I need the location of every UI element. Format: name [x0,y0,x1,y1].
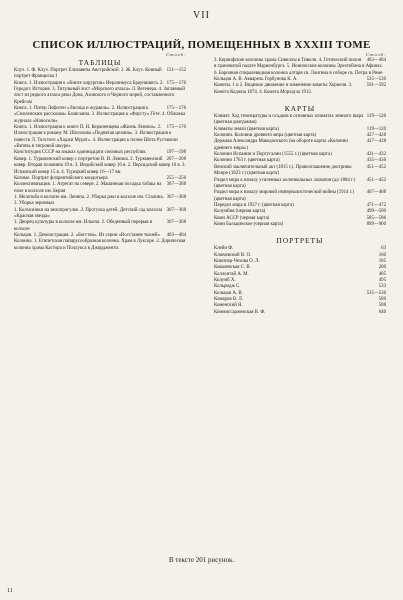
column-number: 495 [378,277,386,283]
list-item [14,68,186,81]
entry-text: Кольцов. 1. Демонстрация. 2. «Бегство». Из серии «Восстание ткачей» [14,232,160,238]
list-item [214,83,386,96]
column-number: 367—368 [166,207,186,213]
column-number: 119—120 [366,126,386,132]
entry-text: Книга. 1. Иллюстрация к «Книге хирургии» Иеронимуса Брауншвига. 2. Геродот. История. 3. Титульный лист «Морского атласа» Л. Вегенера. 4. Заглавный лист из редкого атласа реки Дона, Азовского и Черного морей, составленного Крейсом [14,80,185,105]
entry-text: 3. Коринфские колонны храма Сивиллы в Тиволи. 4. Готический пилон в грановитой палате Мариенбурга. 5. Ионические колонны Эрехтейона в Афинах. 6. Барочная спиралевидная колонна алтаря св. Лонгина в соборе св. Петра в Риме [214,58,384,76]
entry-text: Передел мира в 1937 г. (цветная карта) [214,202,294,208]
left-column [14,52,186,252]
entry-text: Книга. 1. Питер Лофотен «Лисица и журавль». 2. Иллюстрация к «Смоленским рассказам» Баляскина. 3. Иллюстрация к «Фаусту» Гёте. 4. Обложка журнала «Новосели» [14,106,186,124]
list-item [14,208,186,221]
column-number: 427—428 [366,139,386,145]
entry-text: Колумб X. [214,277,236,283]
list-item [214,178,386,191]
column-number: 451—452 [366,177,386,183]
column-number: 533 [378,284,386,290]
list-item [214,310,386,316]
entry-text: Ковалевская С. В. [214,265,251,271]
column-number: 431—432 [366,152,386,158]
column-number: 499—500 [366,209,386,215]
entry-text: Коми Бальцинское (черная карта) [214,221,284,227]
column-number: 427—428 [366,133,386,139]
list-item [214,222,386,228]
column-number: 483—484 [366,58,386,63]
entry-text: Клуэ. 1. Ф. Клуэ. Портрет Елизаветы Австрийской. 2. Ж. Клуэ. Конный портрет Франциска I [14,68,162,80]
column-number: 588 [378,303,386,309]
figure-count-note: В тексте 201 рисунок. [168,556,235,564]
page-number: VII [193,10,210,21]
entry-text: Держава Александра Македонского (на обороте карты «Колонии древнего мира») [214,139,348,151]
entry-text: Колонии. Колонии древнего мира (цветная карта) [214,133,317,139]
entry-text: Колумбия (черная карта) [214,209,266,215]
column-number: 160 [378,252,386,258]
entry-text: Коллонтай А. М. [214,271,249,277]
page-title: СПИСОК ИЛЛЮСТРАЦИЙ, ПОМЕЩЕННЫХ В XXXIII ТОМЕ [32,39,371,51]
right-column [214,52,386,316]
entry-text: Климаты земли (цветная карта) [214,126,279,132]
entry-text: Коммиссаржевская В. Ф. [214,309,266,315]
entry-text: Раздел мира к началу мировой империалистической войны (1914 г.) (цветная карта) [214,190,354,202]
column-number: 591—592 [366,83,386,89]
column-number: 580 [378,297,386,302]
column-number: 175—176 [166,80,186,86]
entry-text: Раздел мира к началу усиленных колониальных захватов (до 1884 г.) (цветная карта) [214,177,356,189]
column-number: 185 [378,258,386,264]
list-item [14,195,186,208]
entry-text: 1. Колхозники на велопрогулке. 2. Прогулка детей. Детский сад колхоза «Красная звезда» [14,207,163,219]
list-item [14,125,186,150]
list-item [14,81,186,106]
entry-text: Конституция СССР на языках одиннадцати союзных республик [14,150,146,156]
entry-text: 1. Дворец культуры в колхозе им. Ильича. 2. Обеденный перерыв в колхозе [14,220,153,232]
entry-text: Кольцов А. В. [214,290,243,296]
maps-list [214,114,386,228]
entry-text: Книппер-Чехова О. Л. [214,258,260,264]
entry-text: Комаров В. Л. [214,297,243,302]
column-number: 405 [378,271,386,277]
entry-text: Колонна. 1. Египетская папирусообразная колонна. Храм в Луксоре. 2. Дорическая колонна храма Кастора и Поллукса в Джирдженти. [14,239,186,251]
column-number: 207—208 [166,156,186,162]
entry-text: Коллективизация. 1. Агрегат на севере. 2. Машинная посадка табака на поле в колхозе им. Берия [14,182,162,194]
list-item [14,157,186,176]
entry-text: Колонии Испании и Португалии (1555 г.) (цветная карта) [214,152,332,158]
list-item [214,58,386,77]
portraits-heading: ПОРТРЕТЫ [276,236,324,246]
entry-text: Ковер. 1. Туркменский ковер с портретом В. И. Ленина. 2. Туркменский ковер. Вторая половина 19 в. 3. Индийский ковер 16 в. 2. Персидский ковер 16 в. 3. Испанский ковер 15 в. 4. Турецкий ковер 16—17 вв. [14,156,186,175]
entry-text: Кольцов А. В. Акварель Горбунова К. А. [214,77,298,83]
column-label-right: Столб. [366,52,386,57]
column-number: 197—198 [166,150,186,156]
signature-mark: 11 [7,588,13,594]
tables-list [14,68,186,252]
list-item [214,114,386,127]
column-number: 175—176 [166,106,186,112]
entry-text: Клейн Ф. [214,246,234,252]
entry-text: Климат. Ход температуры и осадков в основных климатах земного шара (цветная диаграмма) [214,114,364,126]
column-number: 640 [378,309,386,315]
portraits-list [214,246,386,316]
tables-continued-list [214,58,386,96]
column-number: 119—120 [366,114,386,120]
column-number: 403—404 [166,232,186,238]
entry-text: Книга. 1. Иллюстрация к книге П. Н. Кержненцева «Жизнь Ленина». 2. Иллюстрация к роману М. Шолохова «Поднятая целина». 3. Иллюстрация к повести Л. Толстого «Хаджи Мурат». 4. Иллюстрация к поэме Шота Руставели «Витязь в тигровой шкуре» [14,125,178,150]
entry-text: Венский заключительный акт (1815 г.). Провозглашение доктрины Монро (1823 г.) (цветная карта) [214,164,352,177]
column-number: 899—900 [366,221,386,227]
column-number: 367—368 [166,182,186,188]
entry-text: Козимо. Портрет флорентийского кондотьера [14,175,108,181]
list-item [14,220,186,233]
column-number: 255—256 [166,175,186,181]
column-number: 63 [381,246,386,252]
column-number: 451—452 [366,164,386,170]
entry-text: 1. Молотьба в колхозе им. Ленина. 2. Уборка ржи в колхозе им. Сталина. 3. Уборка зерновых [14,194,164,207]
column-number: 175—176 [166,125,186,131]
column-number: 151—152 [166,68,186,73]
column-label: Столб. [166,52,186,57]
list-item [214,139,386,152]
column-number: 471—472 [366,202,386,208]
column-number: 467—468 [366,190,386,196]
list-item [214,165,386,178]
entry-text: Кометы. 1 и 2. Видимое движение и изменение кометы Хорнеля. 3. Комета Коджиа 1874. 4. Комета Морхауза 1912. [214,83,353,95]
column-number: 367—368 [166,194,186,200]
maps-heading: КАРТЫ [284,104,316,114]
column-number: 200 [378,265,386,271]
list-item [14,182,186,195]
list-item [14,106,186,125]
list-item [14,239,186,252]
tables-heading: ТАБЛИЦЫ Столб. [78,52,186,67]
entry-text: Колонии 1763 г. (цветная карта) [214,158,280,164]
column-number: 535—536 [366,290,386,296]
column-number: 435—436 [366,158,386,164]
column-number: 535—536 [366,77,386,83]
entry-text: Кольридж С. [214,284,241,290]
entry-text: Коми АССР (черная карта) [214,215,270,221]
entry-text: Коменский Я. [214,303,243,309]
column-number: 585—586 [366,215,386,221]
entry-text: Ключевский В. О. [214,252,252,258]
list-item [214,190,386,203]
column-number: 367—368 [166,220,186,226]
